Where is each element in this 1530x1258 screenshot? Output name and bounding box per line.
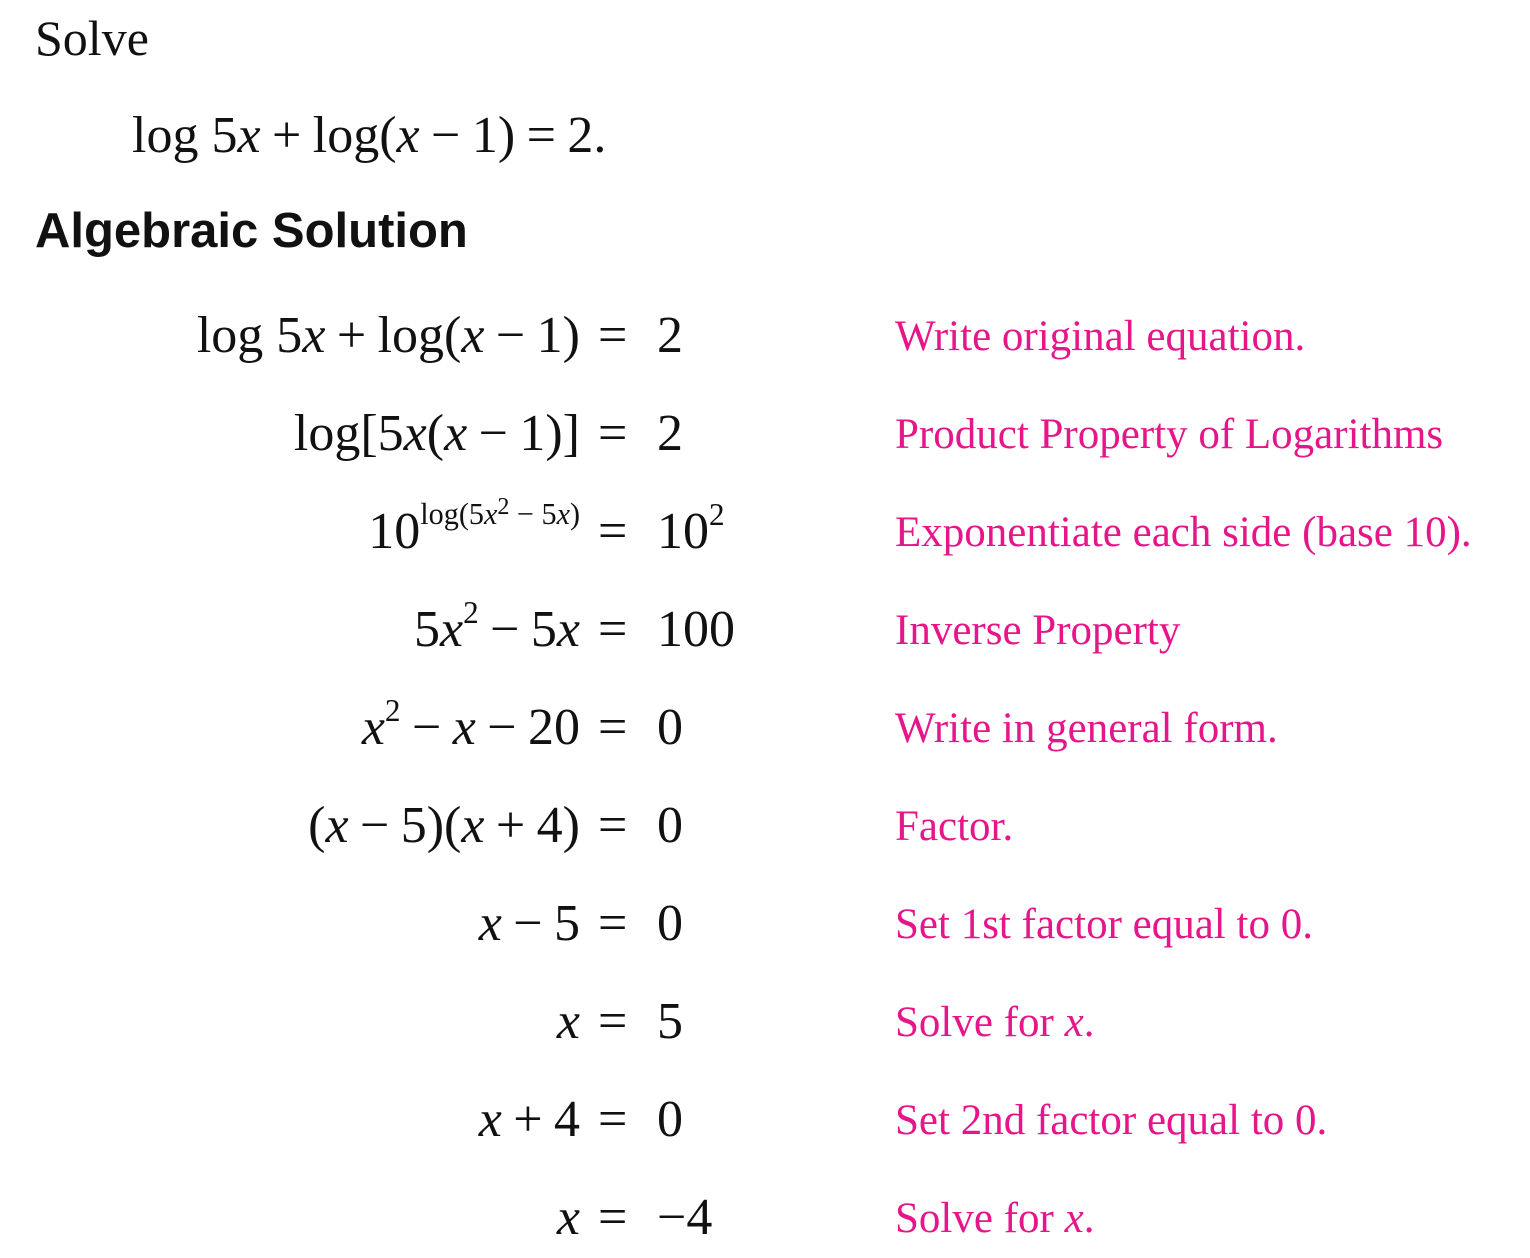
step-rhs: 2	[657, 405, 683, 462]
step-lhs: x + 4	[478, 1091, 580, 1148]
section-heading: Algebraic Solution	[35, 204, 468, 258]
equals-sign: =	[598, 503, 628, 560]
step-lhs: x − 5	[478, 895, 580, 952]
solution-step	[0, 394, 1530, 474]
given-equation: log 5x + log(x − 1) = 2.	[132, 107, 607, 164]
equals-sign: =	[598, 895, 628, 952]
step-lhs: x	[556, 993, 580, 1050]
step-rhs: 0	[657, 895, 683, 952]
solution-step	[0, 590, 1530, 670]
step-rhs: 5	[657, 993, 683, 1050]
step-note: Inverse Property	[895, 607, 1181, 654]
solution-step	[0, 688, 1530, 768]
step-lhs: log[5x(x − 1)]	[293, 405, 580, 462]
equals-sign: =	[598, 699, 628, 756]
equals-sign: =	[598, 797, 628, 854]
step-lhs: x	[556, 1189, 580, 1246]
step-note: Factor.	[895, 803, 1014, 850]
solution-step	[0, 296, 1530, 376]
step-lhs: (x − 5)(x + 4)	[308, 797, 580, 854]
equals-sign: =	[598, 993, 628, 1050]
solution-step	[0, 1080, 1530, 1160]
step-lhs: $10^{log(5x^2 - 5x)}$	[368, 494, 580, 560]
step-note: Write in general form.	[895, 705, 1278, 752]
step-rhs: 2	[657, 307, 683, 364]
step-rhs: 100	[657, 601, 735, 658]
intro-text: Solve	[35, 10, 149, 66]
step-lhs: log 5x + log(x − 1)	[196, 307, 580, 364]
step-rhs: 0	[657, 1091, 683, 1148]
step-rhs: $10^2$	[657, 496, 725, 560]
step-lhs: $x^2 - x - 20$	[361, 692, 580, 756]
equals-sign: =	[598, 1091, 628, 1148]
step-note: Solve for x.	[895, 999, 1095, 1046]
solution-step	[0, 492, 1530, 572]
solution-step	[0, 884, 1530, 964]
step-note: Solve for x.	[895, 1195, 1095, 1242]
equals-sign: =	[598, 307, 628, 364]
step-note: Write original equation.	[895, 313, 1306, 360]
step-rhs: 0	[657, 699, 683, 756]
step-note: Exponentiate each side (base 10).	[895, 509, 1472, 556]
solution-step	[0, 786, 1530, 866]
step-rhs: 0	[657, 797, 683, 854]
step-rhs: −4	[657, 1189, 713, 1246]
equals-sign: =	[598, 601, 628, 658]
step-note: Set 1st factor equal to 0.	[895, 901, 1313, 948]
step-lhs: $5x^2 - 5x$	[414, 594, 580, 658]
equals-sign: =	[598, 1189, 628, 1246]
solution-step	[0, 982, 1530, 1062]
step-note: Product Property of Logarithms	[895, 411, 1444, 458]
step-note: Set 2nd factor equal to 0.	[895, 1097, 1328, 1144]
equals-sign: =	[598, 405, 628, 462]
solution-step	[0, 1178, 1530, 1258]
